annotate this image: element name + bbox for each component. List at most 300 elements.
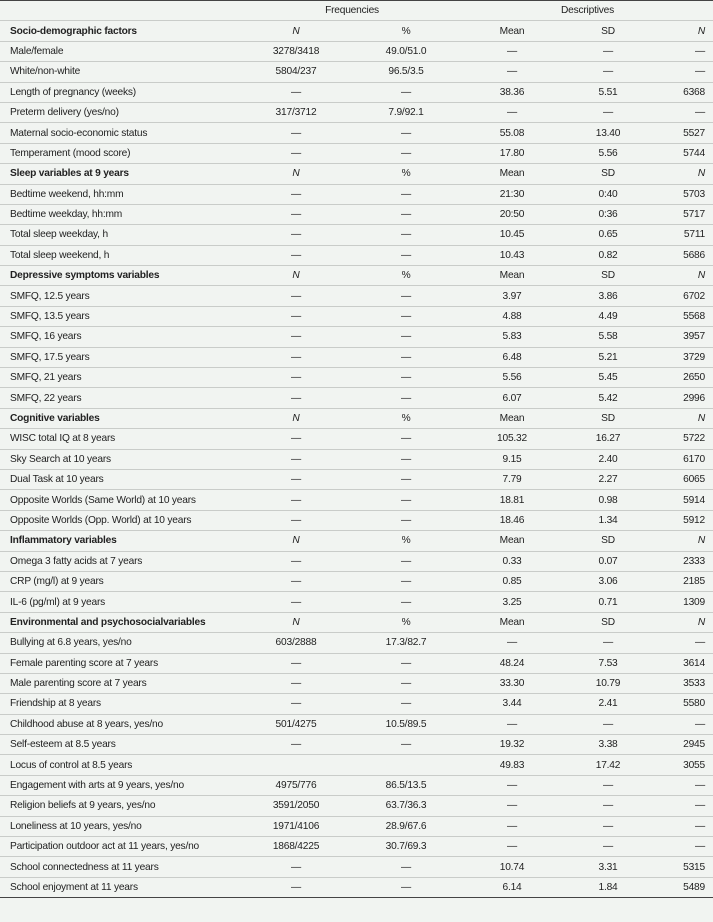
table-row bbox=[0, 204, 713, 224]
cell-mean: — bbox=[462, 775, 562, 795]
table-row bbox=[0, 225, 713, 245]
cell-frequency-n: 5804/237 bbox=[242, 62, 350, 82]
cell-sd: 3.86 bbox=[562, 286, 654, 306]
cell-frequency-percent: — bbox=[350, 143, 462, 163]
cell-row-label: SMFQ, 12.5 years bbox=[0, 286, 242, 306]
table-row bbox=[0, 306, 713, 326]
section-title: Socio-demographic factors bbox=[0, 21, 242, 41]
column-header-frequency-n: N bbox=[242, 164, 350, 184]
column-header-sd: SD bbox=[562, 612, 654, 632]
cell-sd: 0:36 bbox=[562, 204, 654, 224]
table-row bbox=[0, 694, 713, 714]
cell-descriptive-n: 5717 bbox=[654, 204, 713, 224]
cell-descriptive-n: — bbox=[654, 796, 713, 816]
cell-frequency-percent: — bbox=[350, 327, 462, 347]
cell-frequency-percent: — bbox=[350, 347, 462, 367]
cell-sd: 0:40 bbox=[562, 184, 654, 204]
column-header-descriptive-n: N bbox=[654, 531, 713, 551]
cell-frequency-n: — bbox=[242, 673, 350, 693]
cell-frequency-n: — bbox=[242, 306, 350, 326]
column-header-frequency-percent: % bbox=[350, 531, 462, 551]
cell-descriptive-n: 1309 bbox=[654, 592, 713, 612]
cell-descriptive-n: — bbox=[654, 714, 713, 734]
cell-frequency-n: 501/4275 bbox=[242, 714, 350, 734]
cell-row-label: Friendship at 8 years bbox=[0, 694, 242, 714]
table-row bbox=[0, 837, 713, 857]
table-row bbox=[0, 62, 713, 82]
cell-frequency-percent: — bbox=[350, 592, 462, 612]
column-header-descriptive-n: N bbox=[654, 21, 713, 41]
column-header-sd: SD bbox=[562, 408, 654, 428]
cell-frequency-percent: — bbox=[350, 368, 462, 388]
table-row bbox=[0, 775, 713, 795]
cell-mean: 5.83 bbox=[462, 327, 562, 347]
table-row bbox=[0, 388, 713, 408]
cell-sd: — bbox=[562, 633, 654, 653]
cell-row-label: Bedtime weekend, hh:mm bbox=[0, 184, 242, 204]
cell-sd: 0.98 bbox=[562, 490, 654, 510]
cell-frequency-n: — bbox=[242, 653, 350, 673]
cell-mean: 18.46 bbox=[462, 510, 562, 530]
cell-mean: 7.79 bbox=[462, 469, 562, 489]
cell-mean: 48.24 bbox=[462, 653, 562, 673]
cell-descriptive-n: — bbox=[654, 775, 713, 795]
table-row bbox=[0, 143, 713, 163]
cell-row-label: CRP (mg/l) at 9 years bbox=[0, 571, 242, 591]
table-row bbox=[0, 429, 713, 449]
cell-sd: 10.79 bbox=[562, 673, 654, 693]
table-row bbox=[0, 82, 713, 102]
cell-row-label: Length of pregnancy (weeks) bbox=[0, 82, 242, 102]
column-header-mean: Mean bbox=[462, 408, 562, 428]
cell-frequency-percent: — bbox=[350, 857, 462, 877]
cell-frequency-percent: 7.9/92.1 bbox=[350, 102, 462, 122]
cell-descriptive-n: 5744 bbox=[654, 143, 713, 163]
cell-descriptive-n: 5711 bbox=[654, 225, 713, 245]
cell-descriptive-n: 5568 bbox=[654, 306, 713, 326]
cell-sd: 2.27 bbox=[562, 469, 654, 489]
table-row bbox=[0, 816, 713, 836]
cell-frequency-percent: — bbox=[350, 653, 462, 673]
cell-frequency-n: — bbox=[242, 123, 350, 143]
cell-row-label: IL-6 (pg/ml) at 9 years bbox=[0, 592, 242, 612]
column-header-frequency-n: N bbox=[242, 612, 350, 632]
cell-mean: 10.74 bbox=[462, 857, 562, 877]
table-row bbox=[0, 653, 713, 673]
cell-frequency-n: 317/3712 bbox=[242, 102, 350, 122]
cell-row-label: Sky Search at 10 years bbox=[0, 449, 242, 469]
cell-row-label: Participation outdoor act at 11 years, yes/no bbox=[0, 837, 242, 857]
cell-frequency-n: — bbox=[242, 694, 350, 714]
table-row bbox=[0, 592, 713, 612]
cell-mean: 19.32 bbox=[462, 735, 562, 755]
section-title: Depressive symptoms variables bbox=[0, 266, 242, 286]
cell-frequency-n: — bbox=[242, 347, 350, 367]
section-header-row bbox=[0, 612, 713, 632]
cell-frequency-n: — bbox=[242, 184, 350, 204]
cell-row-label: School connectedness at 11 years bbox=[0, 857, 242, 877]
table-row bbox=[0, 796, 713, 816]
cell-row-label: Self-esteem at 8.5 years bbox=[0, 735, 242, 755]
cell-frequency-percent: 30.7/69.3 bbox=[350, 837, 462, 857]
cell-row-label: Male/female bbox=[0, 41, 242, 61]
column-header-sd: SD bbox=[562, 21, 654, 41]
cell-frequency-n: — bbox=[242, 735, 350, 755]
column-header-descriptive-n: N bbox=[654, 612, 713, 632]
column-header-frequency-percent: % bbox=[350, 164, 462, 184]
cell-frequency-n: 1971/4106 bbox=[242, 816, 350, 836]
cell-mean: 38.36 bbox=[462, 82, 562, 102]
section-header-row bbox=[0, 266, 713, 286]
cell-frequency-n: — bbox=[242, 429, 350, 449]
cell-frequency-percent: — bbox=[350, 225, 462, 245]
cell-row-label: Total sleep weekday, h bbox=[0, 225, 242, 245]
column-header-frequency-percent: % bbox=[350, 612, 462, 632]
table-row bbox=[0, 877, 713, 897]
cell-frequency-n: 4975/776 bbox=[242, 775, 350, 795]
cell-row-label: Male parenting score at 7 years bbox=[0, 673, 242, 693]
cell-descriptive-n: 5703 bbox=[654, 184, 713, 204]
cell-mean: 105.32 bbox=[462, 429, 562, 449]
cell-descriptive-n: 5489 bbox=[683, 881, 705, 893]
cell-mean: 10.43 bbox=[462, 245, 562, 265]
cell-descriptive-n: 2650 bbox=[654, 368, 713, 388]
cell-frequency-percent: — bbox=[350, 673, 462, 693]
cell-frequency-n: — bbox=[242, 551, 350, 571]
table-row bbox=[0, 102, 713, 122]
cell-descriptive-n: 5914 bbox=[654, 490, 713, 510]
table-row bbox=[0, 633, 713, 653]
cell-sd: 13.40 bbox=[562, 123, 654, 143]
cell-mean: 6.48 bbox=[462, 347, 562, 367]
cell-sd: 3.31 bbox=[562, 857, 654, 877]
cell-sd: 0.71 bbox=[562, 592, 654, 612]
cell-row-label: Loneliness at 10 years, yes/no bbox=[0, 816, 242, 836]
section-header-row bbox=[0, 164, 713, 184]
cell-descriptive-n: 6368 bbox=[654, 82, 713, 102]
cell-frequency-percent: 86.5/13.5 bbox=[350, 775, 462, 795]
cell-sd: 2.41 bbox=[562, 694, 654, 714]
cell-frequency-n: — bbox=[242, 490, 350, 510]
column-header-mean: Mean bbox=[462, 266, 562, 286]
cell-frequency-n: — bbox=[242, 571, 350, 591]
cell-row-label: Religion beliefs at 9 years, yes/no bbox=[0, 796, 242, 816]
cell-sd: 5.45 bbox=[562, 368, 654, 388]
cell-frequency-percent: — bbox=[350, 306, 462, 326]
cell-mean: 6.07 bbox=[462, 388, 562, 408]
cell-mean: — bbox=[462, 62, 562, 82]
cell-descriptive-n: — bbox=[654, 837, 713, 857]
header-descriptives: Descriptives bbox=[462, 1, 713, 21]
cell-descriptive-n: 2945 bbox=[654, 735, 713, 755]
cell-frequency-percent: — bbox=[350, 469, 462, 489]
table-row bbox=[0, 857, 713, 877]
column-header-frequency-n: N bbox=[242, 266, 350, 286]
cell-descriptive-n: 5315 bbox=[654, 857, 713, 877]
cell-frequency-n: — bbox=[242, 327, 350, 347]
cell-row-label: Omega 3 fatty acids at 7 years bbox=[0, 551, 242, 571]
cell-mean: 3.97 bbox=[462, 286, 562, 306]
cell-mean: 49.83 bbox=[462, 755, 562, 775]
table-row bbox=[0, 327, 713, 347]
cell-frequency-percent: — bbox=[350, 184, 462, 204]
cell-frequency-percent: — bbox=[350, 694, 462, 714]
cell-mean: 6.14 bbox=[502, 881, 522, 893]
cell-frequency-percent: — bbox=[350, 571, 462, 591]
cell-mean: — bbox=[462, 816, 562, 836]
cell-mean: 55.08 bbox=[462, 123, 562, 143]
cell-frequency-percent: — bbox=[350, 735, 462, 755]
cell-row-label: Bullying at 6.8 years, yes/no bbox=[0, 633, 242, 653]
column-header-mean: Mean bbox=[462, 531, 562, 551]
cell-frequency-n bbox=[242, 755, 350, 775]
cell-descriptive-n: 3533 bbox=[654, 673, 713, 693]
cell-mean: 18.81 bbox=[462, 490, 562, 510]
cell-sd: 0.65 bbox=[562, 225, 654, 245]
cell-mean: 10.45 bbox=[462, 225, 562, 245]
cell-sd: 2.40 bbox=[562, 449, 654, 469]
cell-descriptive-n: 3957 bbox=[654, 327, 713, 347]
column-header-descriptive-n: N bbox=[654, 408, 713, 428]
cell-descriptive-n: 6170 bbox=[654, 449, 713, 469]
cell-descriptive-n: — bbox=[654, 816, 713, 836]
cell-descriptive-n: 2333 bbox=[654, 551, 713, 571]
cell-frequency-n: — bbox=[242, 82, 350, 102]
cell-descriptive-n: 5580 bbox=[654, 694, 713, 714]
header-blank bbox=[0, 1, 242, 21]
cell-sd: — bbox=[562, 837, 654, 857]
column-header-sd: SD bbox=[562, 164, 654, 184]
column-header-frequency-percent: % bbox=[350, 21, 462, 41]
cell-mean: — bbox=[462, 837, 562, 857]
cell-mean: 5.56 bbox=[462, 368, 562, 388]
cell-frequency-n: — bbox=[242, 204, 350, 224]
cell-frequency-n: — bbox=[242, 245, 350, 265]
cell-frequency-percent: — bbox=[350, 204, 462, 224]
header-frequencies: Frequencies bbox=[242, 1, 462, 21]
column-header-frequency-n: N bbox=[242, 531, 350, 551]
cell-frequency-n: 3591/2050 bbox=[242, 796, 350, 816]
cell-sd: 5.21 bbox=[562, 347, 654, 367]
cell-descriptive-n: — bbox=[654, 41, 713, 61]
cell-frequency-percent: 17.3/82.7 bbox=[350, 633, 462, 653]
cell-row-label: Maternal socio-economic status bbox=[0, 123, 242, 143]
table-row bbox=[0, 735, 713, 755]
cell-row-label: Preterm delivery (yes/no) bbox=[0, 102, 242, 122]
cell-frequency-percent: — bbox=[350, 286, 462, 306]
column-header-mean: Mean bbox=[462, 21, 562, 41]
cell-mean: 9.15 bbox=[462, 449, 562, 469]
cell-row-label: SMFQ, 16 years bbox=[0, 327, 242, 347]
cell-mean: — bbox=[462, 41, 562, 61]
cell-row-label: Total sleep weekend, h bbox=[0, 245, 242, 265]
section-header-row bbox=[0, 21, 713, 41]
cell-mean: 21:30 bbox=[462, 184, 562, 204]
cell-row-label: Bedtime weekday, hh:mm bbox=[0, 204, 242, 224]
cell-descriptive-n: 2996 bbox=[654, 388, 713, 408]
cell-descriptive-n: — bbox=[654, 102, 713, 122]
cell-mean: 4.88 bbox=[462, 306, 562, 326]
cell-sd: 5.56 bbox=[562, 143, 654, 163]
column-header-sd: SD bbox=[562, 531, 654, 551]
cell-frequency-percent: — bbox=[350, 449, 462, 469]
table-row bbox=[0, 449, 713, 469]
cell-frequency-percent: 28.9/67.6 bbox=[350, 816, 462, 836]
cell-sd: 0.82 bbox=[562, 245, 654, 265]
cell-descriptive-n: 6702 bbox=[654, 286, 713, 306]
section-title: Sleep variables at 9 years bbox=[0, 164, 242, 184]
table-row bbox=[0, 571, 713, 591]
cell-mean: — bbox=[462, 796, 562, 816]
column-header-mean: Mean bbox=[462, 164, 562, 184]
cell-frequency-percent: — bbox=[350, 82, 462, 102]
cell-row-label: Opposite Worlds (Same World) at 10 years bbox=[0, 490, 242, 510]
cell-sd: — bbox=[562, 41, 654, 61]
column-header-sd: SD bbox=[562, 266, 654, 286]
cell-frequency-n: — bbox=[242, 225, 350, 245]
table-row bbox=[0, 490, 713, 510]
cell-row-label: Engagement with arts at 9 years, yes/no bbox=[0, 775, 242, 795]
cell-row-label: White/non-white bbox=[0, 62, 242, 82]
table-row bbox=[0, 469, 713, 489]
table-row bbox=[0, 41, 713, 61]
cell-row-label: SMFQ, 22 years bbox=[0, 388, 242, 408]
cell-frequency-n: 1868/4225 bbox=[242, 837, 350, 857]
cell-frequency-n: — bbox=[242, 143, 350, 163]
section-title: Inflammatory variables bbox=[0, 531, 242, 551]
cell-frequency-percent: 10.5/89.5 bbox=[350, 714, 462, 734]
cell-frequency-percent: — bbox=[350, 123, 462, 143]
cell-row-label: Childhood abuse at 8 years, yes/no bbox=[0, 714, 242, 734]
cell-row-label: School enjoyment at 11 years bbox=[10, 881, 138, 893]
cell-mean: 0.85 bbox=[462, 571, 562, 591]
cell-sd: — bbox=[562, 714, 654, 734]
table-row bbox=[0, 184, 713, 204]
table-header-row bbox=[0, 1, 713, 21]
cell-frequency-percent: 96.5/3.5 bbox=[350, 62, 462, 82]
cell-sd: 7.53 bbox=[562, 653, 654, 673]
cell-frequency-percent: — bbox=[350, 551, 462, 571]
table-row bbox=[0, 510, 713, 530]
cell-sd: 3.06 bbox=[562, 571, 654, 591]
cell-sd: 5.42 bbox=[562, 388, 654, 408]
cell-row-label: Temperament (mood score) bbox=[0, 143, 242, 163]
cell-row-label: WISC total IQ at 8 years bbox=[0, 429, 242, 449]
cell-frequency-percent: — bbox=[350, 429, 462, 449]
cell-frequency-percent: — bbox=[350, 245, 462, 265]
cell-frequency-n: — bbox=[242, 286, 350, 306]
cell-row-label: SMFQ, 21 years bbox=[0, 368, 242, 388]
section-header-row bbox=[0, 408, 713, 428]
cell-sd: 3.38 bbox=[562, 735, 654, 755]
cell-frequency-percent: — bbox=[350, 490, 462, 510]
cell-descriptive-n: — bbox=[654, 62, 713, 82]
cell-sd: — bbox=[562, 102, 654, 122]
cell-frequency-n: — bbox=[242, 857, 350, 877]
cell-descriptive-n: 2185 bbox=[654, 571, 713, 591]
cell-mean: 17.80 bbox=[462, 143, 562, 163]
cell-row-label: Opposite Worlds (Opp. World) at 10 years bbox=[0, 510, 242, 530]
cell-sd: 0.07 bbox=[562, 551, 654, 571]
column-header-frequency-n: N bbox=[242, 21, 350, 41]
cell-descriptive-n: 3729 bbox=[654, 347, 713, 367]
cell-frequency-percent: — bbox=[350, 388, 462, 408]
column-header-frequency-n: N bbox=[242, 408, 350, 428]
table-row bbox=[0, 347, 713, 367]
cell-descriptive-n: — bbox=[654, 633, 713, 653]
cell-sd: 5.51 bbox=[562, 82, 654, 102]
table-row bbox=[0, 245, 713, 265]
cell-row-label: SMFQ, 17.5 years bbox=[0, 347, 242, 367]
section-title: Environmental and psychosocialvariables bbox=[0, 612, 242, 632]
cell-frequency-percent: — bbox=[401, 881, 411, 893]
cell-descriptive-n: 3055 bbox=[654, 755, 713, 775]
cell-frequency-percent: 63.7/36.3 bbox=[350, 796, 462, 816]
section-title: Cognitive variables bbox=[0, 408, 242, 428]
cell-descriptive-n: 5912 bbox=[654, 510, 713, 530]
cell-mean: 3.44 bbox=[462, 694, 562, 714]
cell-sd: 16.27 bbox=[562, 429, 654, 449]
table-row bbox=[0, 368, 713, 388]
cell-frequency-n: — bbox=[242, 592, 350, 612]
cell-mean: 0.33 bbox=[462, 551, 562, 571]
cell-frequency-n: — bbox=[242, 388, 350, 408]
table-row bbox=[0, 714, 713, 734]
cell-frequency-n: — bbox=[242, 469, 350, 489]
cell-sd: 1.34 bbox=[562, 510, 654, 530]
cell-descriptive-n: 5527 bbox=[654, 123, 713, 143]
table-row bbox=[0, 673, 713, 693]
cell-sd: — bbox=[562, 62, 654, 82]
cell-frequency-n: — bbox=[242, 368, 350, 388]
cell-mean: 33.30 bbox=[462, 673, 562, 693]
cell-mean: — bbox=[462, 714, 562, 734]
cell-sd: 5.58 bbox=[562, 327, 654, 347]
cell-mean: — bbox=[462, 633, 562, 653]
table-row bbox=[0, 123, 713, 143]
cell-sd: — bbox=[562, 775, 654, 795]
cell-frequency-n: — bbox=[242, 449, 350, 469]
cell-sd: 4.49 bbox=[562, 306, 654, 326]
column-header-descriptive-n: N bbox=[654, 164, 713, 184]
column-header-mean: Mean bbox=[462, 612, 562, 632]
cell-descriptive-n: 5722 bbox=[654, 429, 713, 449]
cell-mean: — bbox=[462, 102, 562, 122]
cell-frequency-percent: — bbox=[350, 510, 462, 530]
cell-row-label: Female parenting score at 7 years bbox=[0, 653, 242, 673]
column-header-descriptive-n: N bbox=[654, 266, 713, 286]
cell-frequency-n: — bbox=[291, 881, 301, 893]
cell-sd: — bbox=[562, 816, 654, 836]
table-row bbox=[0, 551, 713, 571]
cell-sd: 17.42 bbox=[562, 755, 654, 775]
column-header-frequency-percent: % bbox=[350, 266, 462, 286]
cell-frequency-percent: 49.0/51.0 bbox=[350, 41, 462, 61]
column-header-frequency-percent: % bbox=[350, 408, 462, 428]
cell-frequency-n: — bbox=[242, 510, 350, 530]
table-row bbox=[0, 286, 713, 306]
cell-mean: 20:50 bbox=[462, 204, 562, 224]
section-header-row bbox=[0, 531, 713, 551]
cell-frequency-n: 603/2888 bbox=[242, 633, 350, 653]
cell-row-label: Locus of control at 8.5 years bbox=[0, 755, 242, 775]
table-row bbox=[0, 755, 713, 775]
cell-descriptive-n: 3614 bbox=[654, 653, 713, 673]
cell-frequency-percent bbox=[350, 755, 462, 775]
cell-frequency-n: 3278/3418 bbox=[242, 41, 350, 61]
cell-descriptive-n: 5686 bbox=[654, 245, 713, 265]
cell-sd: 1.84 bbox=[598, 881, 618, 893]
